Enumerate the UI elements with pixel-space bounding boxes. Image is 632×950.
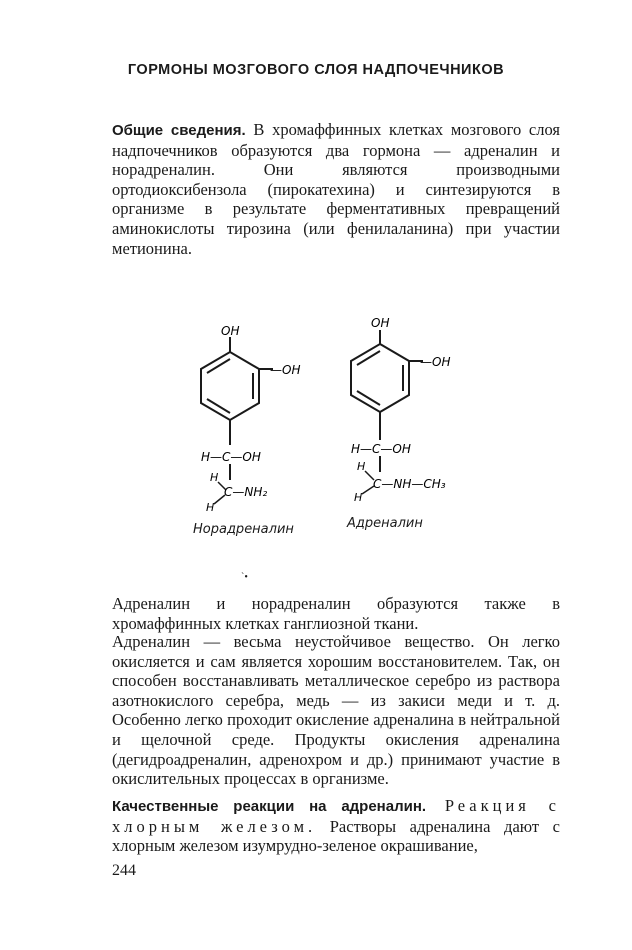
adrenaline-caption: Адреналин: [347, 516, 423, 531]
page-number: 244: [112, 862, 136, 879]
structural-formulas: [180, 310, 480, 550]
noradrenaline-caption: Норадреналин: [193, 522, 294, 537]
paragraph-3: Адреналин — весьма неустойчивое вещество. Он легко окисляется и сам является хорошим восстановителем. Так, он способен восстанавливать металлическое серебро из раствора азотнокислого серебра, медь — из закиси меди и т. д. Особенно легко проходит окисление адреналина в нейтральной и щелочной среде. Продукты окисления адреналина (дегидроадреналин, адренохром и др.) принимают участие в окислительных процессах в организме.: [112, 632, 560, 789]
noradrenaline-oh-side: —OH: [270, 363, 301, 377]
paragraph-2: Адреналин и норадреналин образуются также в хромаффинных клетках ганглиозной ткани.: [112, 594, 560, 633]
noradrenaline-h1: H: [210, 471, 219, 484]
speck-mark: `•: [241, 572, 248, 583]
adrenaline-oh-side: —OH: [420, 355, 451, 369]
reactions-lead: Качественные реакции на адреналин.: [112, 798, 427, 815]
noradrenaline-nh2: C—NH₂: [224, 485, 268, 499]
page-title: ГОРМОНЫ МОЗГОВОГО СЛОЯ НАДПОЧЕЧНИКОВ: [127, 62, 505, 78]
adrenaline-nhch3: C—NH—CH₃: [373, 477, 446, 491]
reaction-text: Растворы адреналина дают с хлорным железом изумрудно-зеленое окрашивание,: [112, 816, 561, 856]
intro-text: В хромаффинных клетках мозгового слоя надпочечников образуются два гормона — адреналин и норадреналин. Они являются производными ортодиоксибензола (пирокатехина) и синтезируются в организме в результате ферментативных превращений аминокислоты тирозина (или фенилаланина) при участии метионина.: [112, 120, 561, 258]
intro-lead: Общие сведения.: [112, 122, 246, 139]
adrenaline-h2: H: [354, 491, 363, 504]
noradrenaline-chain: H—C—OH: [201, 450, 261, 464]
noradrenaline-oh-top: OH: [221, 324, 240, 338]
intro-paragraph: [112, 120, 560, 258]
paragraph-4: [112, 796, 560, 856]
noradrenaline-h2: H: [206, 501, 215, 514]
adrenaline-oh-top: OH: [371, 316, 390, 330]
adrenaline-chain: H—C—OH: [351, 442, 411, 456]
reaction-name: Реакция с хлорным железом.: [112, 796, 560, 836]
adrenaline-h1: H: [357, 460, 366, 473]
